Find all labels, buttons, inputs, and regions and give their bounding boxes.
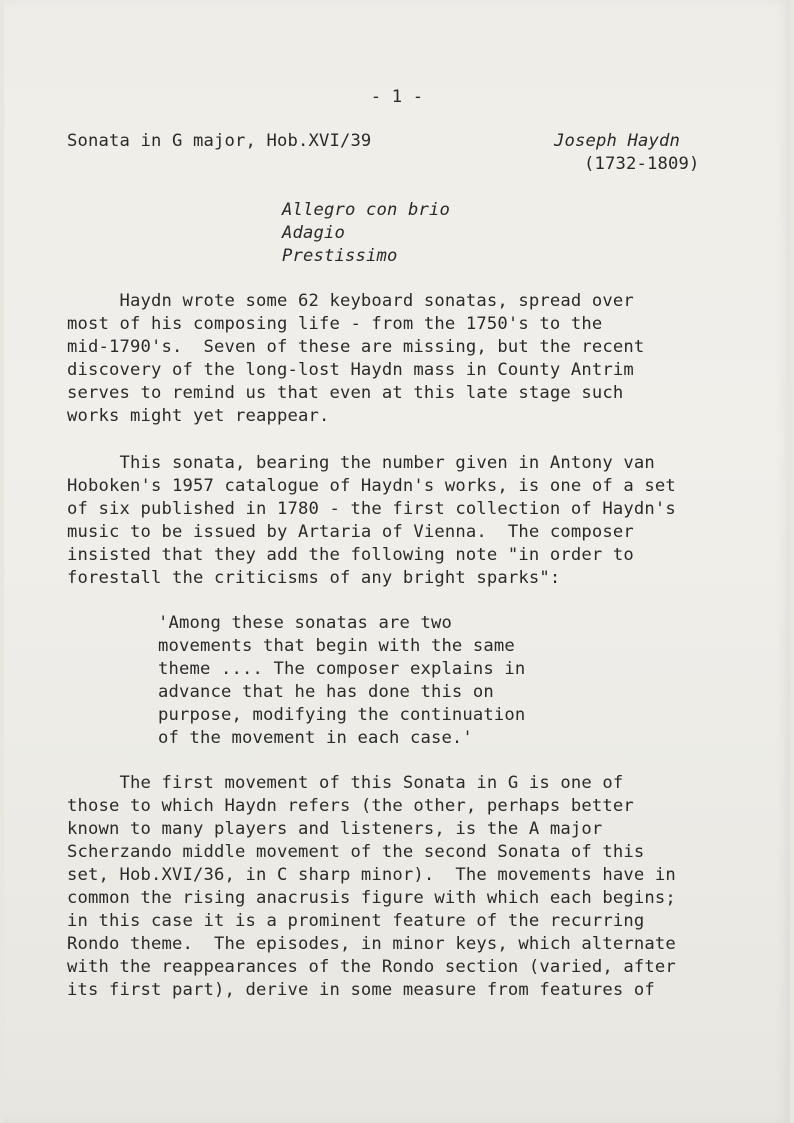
quote-line: purpose, modifying the continuation	[158, 705, 526, 725]
paragraph-line: Rondo theme. The episodes, in minor keys, which alternate	[67, 934, 676, 954]
composer-name: Joseph Haydn	[554, 131, 680, 151]
composer-dates: (1732-1809)	[584, 154, 700, 174]
piece-title: Sonata in G major, Hob.XVI/39	[67, 131, 372, 151]
page-number: - 1 -	[370, 87, 424, 107]
paragraph-line: in this case it is a prominent feature of the recurring	[67, 911, 645, 931]
paragraph-line: known to many players and listeners, is the A major	[67, 819, 603, 839]
paragraph-line: works might yet reappear.	[67, 406, 330, 426]
paragraph-line: discovery of the long-lost Haydn mass in County Antrim	[67, 360, 634, 380]
paragraph-line: Haydn wrote some 62 keyboard sonatas, spread over	[67, 291, 634, 311]
movement-2: Adagio	[282, 223, 345, 243]
document-page	[4, 0, 790, 1123]
paragraph-line: mid-1790's. Seven of these are missing, but the recent	[67, 337, 645, 357]
quote-line: of the movement in each case.'	[158, 728, 473, 748]
paragraph-line: forestall the criticisms of any bright sparks":	[67, 568, 561, 588]
movement-3: Prestissimo	[282, 246, 398, 266]
movement-1: Allegro con brio	[282, 200, 450, 220]
paragraph-line: common the rising anacrusis figure with which each begins;	[67, 888, 676, 908]
paragraph-line: music to be issued by Artaria of Vienna. The composer	[67, 522, 634, 542]
paragraph-line: those to which Haydn refers (the other, perhaps better	[67, 796, 634, 816]
paragraph-line: set, Hob.XVI/36, in C sharp minor). The movements have in	[67, 865, 676, 885]
quote-line: advance that he has done this on	[158, 682, 494, 702]
paragraph-line: The first movement of this Sonata in G is one of	[67, 773, 624, 793]
paragraph-line: Hoboken's 1957 catalogue of Haydn's works, is one of a set	[67, 476, 676, 496]
quote-line: 'Among these sonatas are two	[158, 613, 452, 633]
paragraph-line: Scherzando middle movement of the second Sonata of this	[67, 842, 645, 862]
paragraph-line: most of his composing life - from the 1750's to the	[67, 314, 603, 334]
paragraph-line: This sonata, bearing the number given in Antony van	[67, 453, 655, 473]
paragraph-line: of six published in 1780 - the first collection of Haydn's	[67, 499, 676, 519]
paragraph-line: insisted that they add the following note "in order to	[67, 545, 634, 565]
paragraph-line: serves to remind us that even at this late stage such	[67, 383, 624, 403]
paragraph-line: with the reappearances of the Rondo section (varied, after	[67, 957, 676, 977]
quote-line: movements that begin with the same	[158, 636, 515, 656]
quote-line: theme .... The composer explains in	[158, 659, 526, 679]
paragraph-line: its first part), derive in some measure from features of	[67, 980, 655, 1000]
